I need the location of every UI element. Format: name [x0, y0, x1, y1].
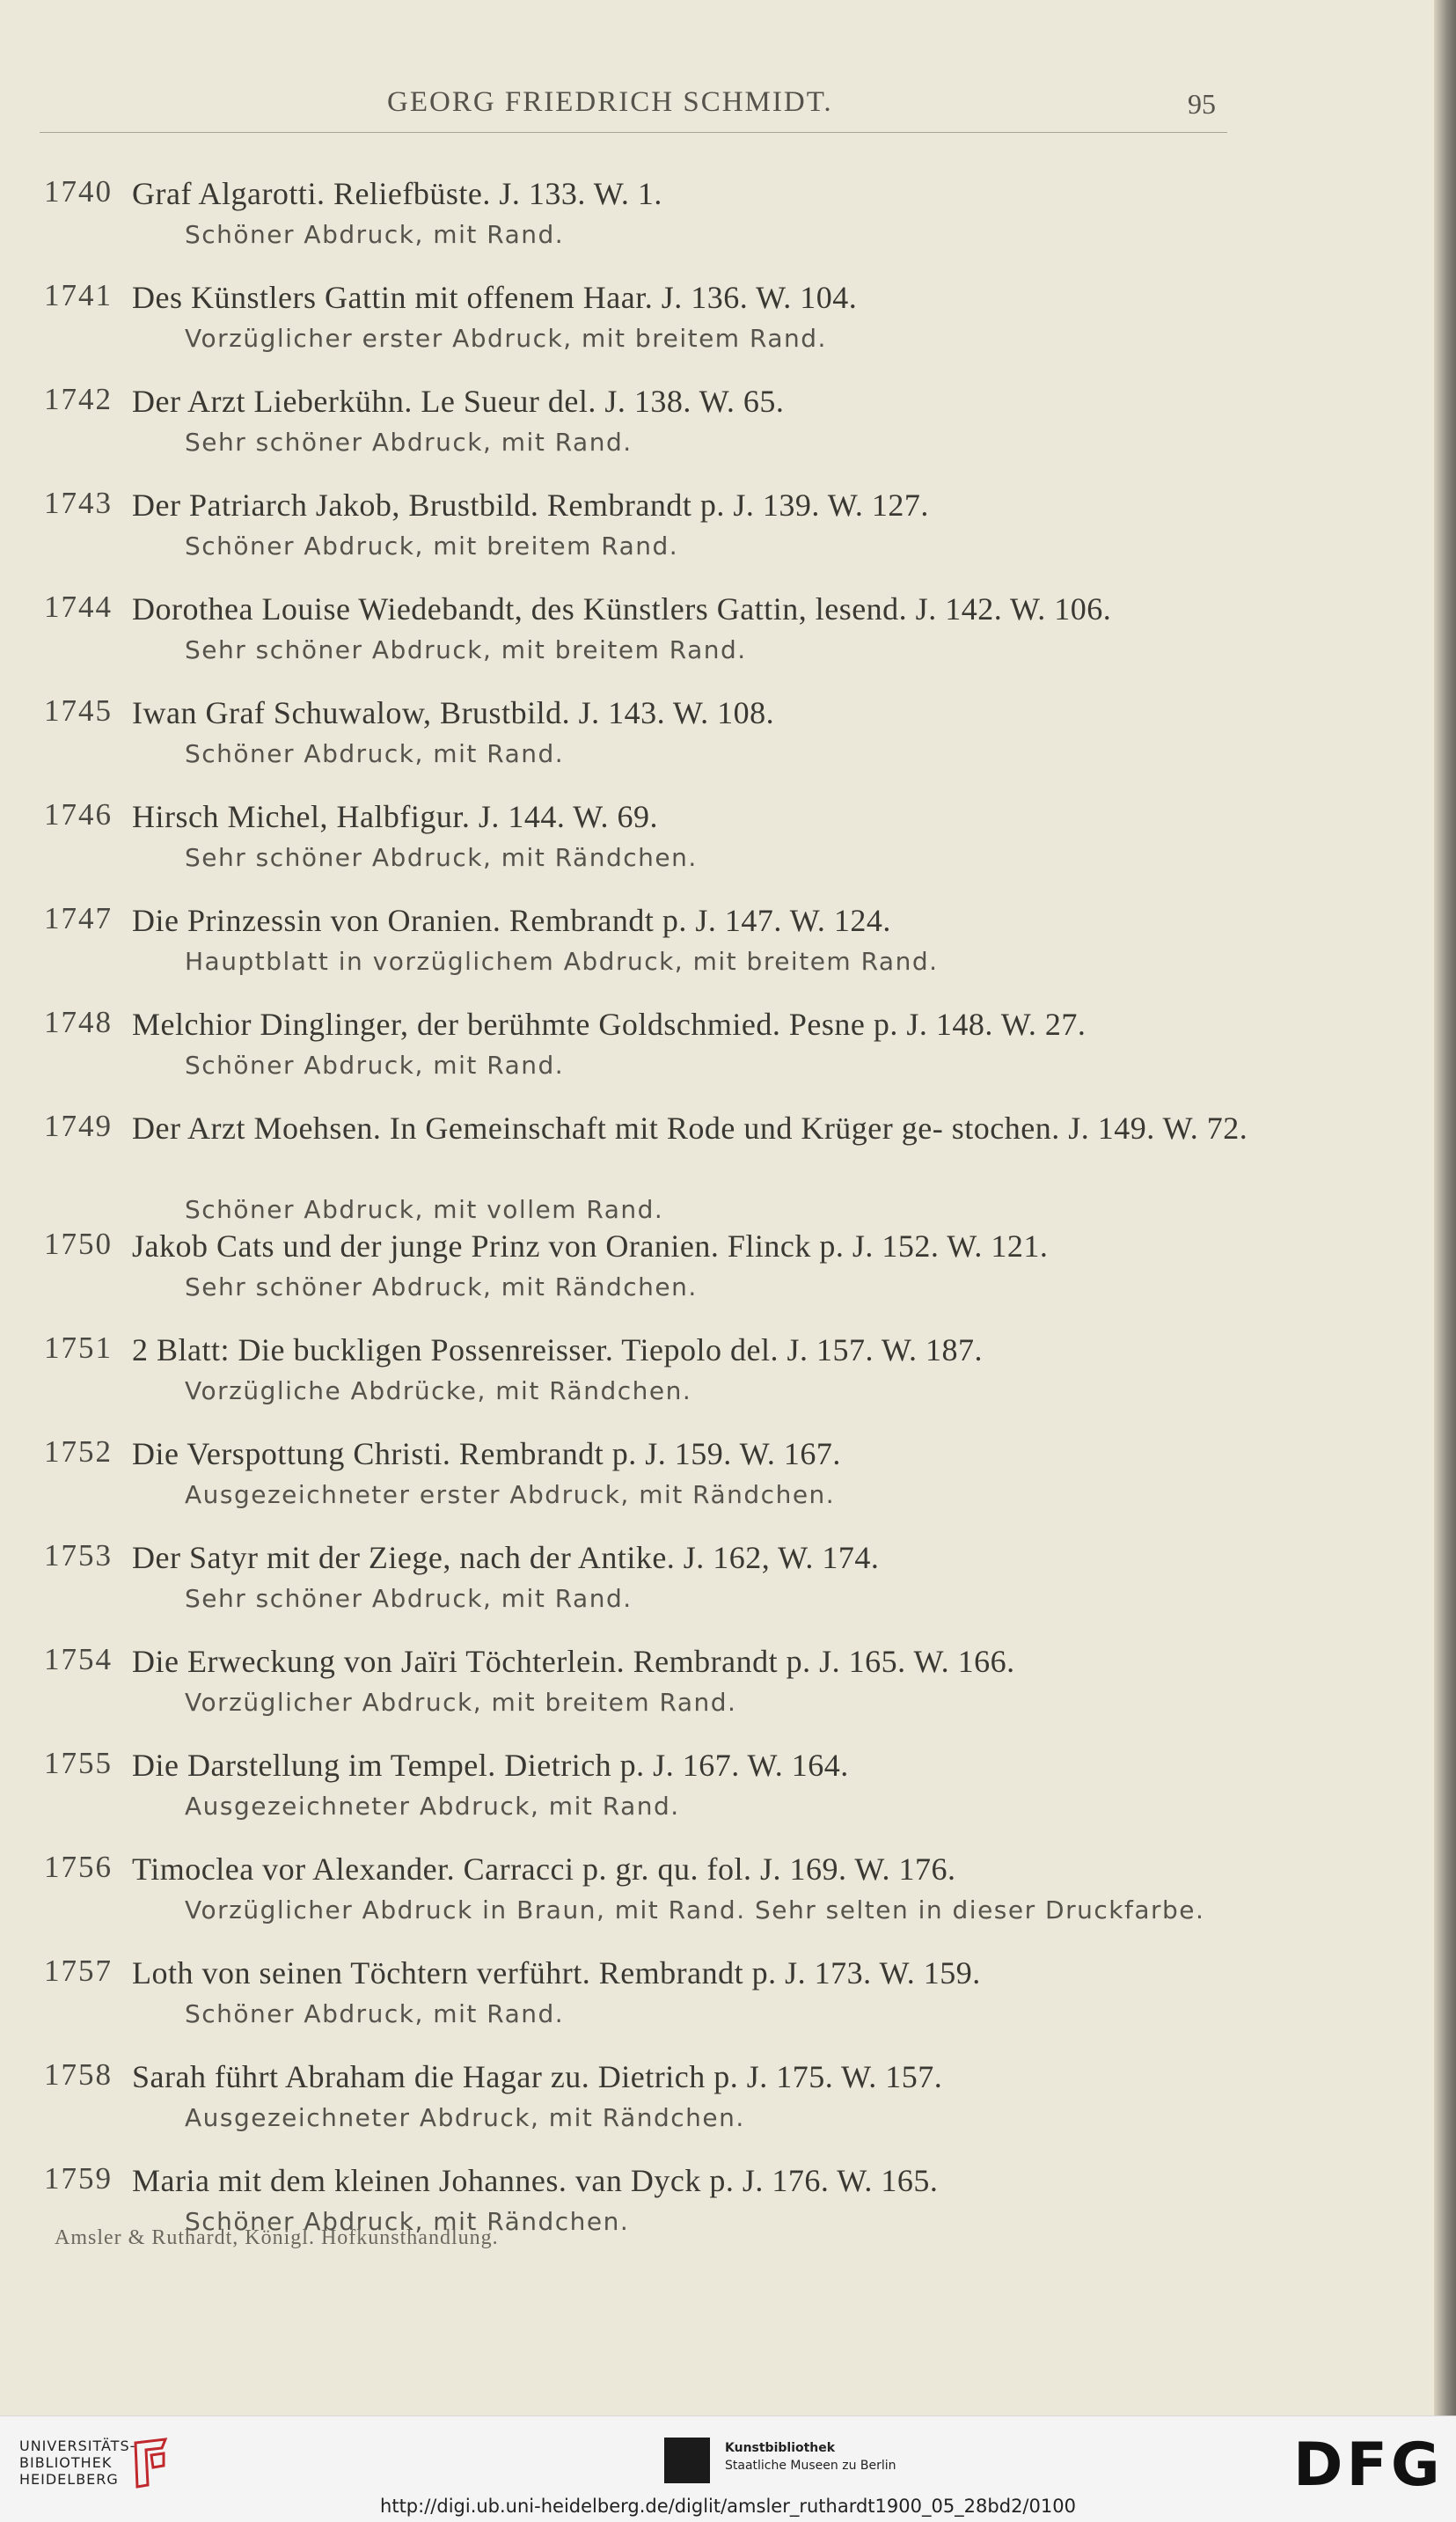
entry-number: 1757: [44, 1954, 113, 1988]
entry-title: Iwan Graf Schuwalow, Brustbild. J. 143. W. 108.: [132, 695, 775, 730]
entry-description: Schöner Abdruck, mit breitem Rand.: [185, 532, 679, 561]
entry-description: Sehr schöner Abdruck, mit breitem Rand.: [185, 635, 747, 664]
catalogue-entry: [44, 1005, 1232, 1109]
entry-title: 2 Blatt: Die buckligen Possenreisser. Tiepolo del. J. 157. W. 187.: [132, 1332, 983, 1367]
entry-title: Die Verspottung Christi. Rembrandt p. J. 159. W. 167.: [132, 1436, 841, 1471]
entry-description: Schöner Abdruck, mit Rand.: [185, 1051, 565, 1080]
entry-title: Der Arzt Moehsen. In Gemeinschaft mit Rode und Krüger ge- stochen. J. 149. W. 72.: [132, 1111, 1248, 1146]
entry-number: 1756: [44, 1850, 113, 1884]
catalogue-entry: [44, 1227, 1232, 1331]
entry-description: Schöner Abdruck, mit Rand.: [185, 220, 565, 249]
museum-logo-icon[interactable]: [664, 2438, 710, 2483]
catalogue-entry: [44, 901, 1232, 1005]
entry-description: Ausgezeichneter Abdruck, mit Rändchen.: [185, 2103, 745, 2132]
catalogue-entry: [44, 1538, 1232, 1642]
catalogue-entry: [44, 1850, 1232, 1954]
entry-description: Schöner Abdruck, mit Rändchen.: [185, 2207, 630, 2236]
entry-title: Der Arzt Lieberkühn. Le Sueur del. J. 138. W. 65.: [132, 384, 785, 419]
catalogue-entry: [44, 278, 1232, 382]
entry-number: 1748: [44, 1005, 113, 1039]
university-mark-icon: [130, 2436, 171, 2490]
catalogue-entries: [44, 174, 1248, 2265]
entry-title: Timoclea vor Alexander. Carracci p. gr. qu. fol. J. 169. W. 176.: [132, 1851, 956, 1887]
entry-number: 1741: [44, 278, 113, 312]
university-logo-line: HEIDELBERG: [19, 2471, 119, 2488]
catalogue-entry: [44, 1331, 1232, 1434]
catalogue-entry: [44, 2057, 1232, 2161]
entry-number: 1745: [44, 693, 113, 728]
entry-number: 1752: [44, 1434, 113, 1469]
entry-number: 1755: [44, 1746, 113, 1780]
publisher-imprint: Amsler & Ruthardt, Königl. Hofkunsthandlung.: [55, 2226, 499, 2249]
entry-number: 1749: [44, 1109, 113, 1143]
catalogue-entry: [44, 382, 1232, 486]
entry-title: Dorothea Louise Wiedebandt, des Künstlers Gattin, lesend. J. 142. W. 106.: [132, 591, 1112, 627]
entry-description: Ausgezeichneter erster Abdruck, mit Rändchen.: [185, 1480, 836, 1509]
catalogue-entry: [44, 486, 1232, 590]
entry-number: 1751: [44, 1331, 113, 1365]
entry-number: 1740: [44, 174, 113, 209]
page-number: 95: [1188, 88, 1216, 120]
catalogue-entry: [44, 174, 1232, 278]
entry-title: Die Darstellung im Tempel. Dietrich p. J. 167. W. 164.: [132, 1748, 849, 1783]
entry-number: 1742: [44, 382, 113, 416]
entry-title: Loth von seinen Töchtern verführt. Rembrandt p. J. 173. W. 159.: [132, 1955, 981, 1990]
museum-name: Kunstbibliothek: [725, 2441, 836, 2455]
entry-number: 1744: [44, 590, 113, 624]
entry-title: Der Patriarch Jakob, Brustbild. Rembrandt p. J. 139. W. 127.: [132, 488, 929, 523]
page-edge-shadow: [1434, 0, 1456, 2416]
entry-number: 1759: [44, 2161, 113, 2196]
university-logo-line: BIBLIOTHEK: [19, 2454, 113, 2471]
running-title: GEORG FRIEDRICH SCHMIDT.: [387, 86, 833, 118]
entry-title: Hirsch Michel, Halbfigur. J. 144. W. 69.: [132, 799, 658, 834]
entry-number: 1758: [44, 2057, 113, 2092]
entry-title: Der Satyr mit der Ziege, nach der Antike. J. 162, W. 174.: [132, 1540, 880, 1575]
entry-title: Des Künstlers Gattin mit offenem Haar. J. 136. W. 104.: [132, 280, 858, 315]
entry-description: Schöner Abdruck, mit Rand.: [185, 1999, 565, 2028]
entry-description: Sehr schöner Abdruck, mit Rändchen.: [185, 843, 698, 872]
catalogue-entry: [44, 1434, 1232, 1538]
entry-description: Ausgezeichneter Abdruck, mit Rand.: [185, 1792, 680, 1821]
entry-number: 1746: [44, 797, 113, 832]
entry-description: Schöner Abdruck, mit vollem Rand.: [185, 1195, 664, 1224]
entry-description: Sehr schöner Abdruck, mit Rand.: [185, 428, 633, 457]
entry-number: 1754: [44, 1642, 113, 1676]
catalogue-entry: [44, 1642, 1232, 1746]
entry-number: 1743: [44, 486, 113, 520]
entry-number: 1753: [44, 1538, 113, 1573]
university-logo-line: UNIVERSITÄTS-: [19, 2438, 136, 2454]
entry-description: Vorzügliche Abdrücke, mit Rändchen.: [185, 1376, 692, 1405]
entry-title: Melchior Dinglinger, der berühmte Goldschmied. Pesne p. J. 148. W. 27.: [132, 1007, 1087, 1042]
entry-title: Jakob Cats und der junge Prinz von Oranien. Flinck p. J. 152. W. 121.: [132, 1228, 1049, 1264]
entry-number: 1747: [44, 901, 113, 935]
museum-logo-text: [725, 2439, 896, 2474]
entry-description: Sehr schöner Abdruck, mit Rändchen.: [185, 1272, 698, 1301]
entry-number: 1750: [44, 1227, 113, 1261]
entry-description: Vorzüglicher erster Abdruck, mit breitem Rand.: [185, 324, 827, 353]
catalogue-entry: [44, 1954, 1232, 2057]
permalink-url[interactable]: http://digi.ub.uni-heidelberg.de/diglit/amsler_ruthardt1900_05_28bd2/0100: [380, 2496, 1076, 2517]
catalogue-entry: [44, 797, 1232, 901]
entry-description: Vorzüglicher Abdruck in Braun, mit Rand. Sehr selten in dieser Druckfarbe.: [185, 1895, 1205, 1924]
catalogue-entry: [44, 590, 1232, 693]
entry-title: Graf Algarotti. Reliefbüste. J. 133. W. 1.: [132, 176, 662, 211]
catalogue-entry: [44, 1746, 1232, 1850]
entry-description: Schöner Abdruck, mit Rand.: [185, 739, 565, 768]
entry-description: Sehr schöner Abdruck, mit Rand.: [185, 1584, 633, 1613]
dfg-logo[interactable]: DFG: [1293, 2430, 1444, 2500]
entry-description: Vorzüglicher Abdruck, mit breitem Rand.: [185, 1688, 737, 1717]
catalogue-entry: [44, 693, 1232, 797]
header-rule: [40, 132, 1227, 133]
entry-title: Die Prinzessin von Oranien. Rembrandt p. J. 147. W. 124.: [132, 903, 891, 938]
entry-title: Sarah führt Abraham die Hagar zu. Dietrich p. J. 175. W. 157.: [132, 2059, 943, 2094]
entry-title: Maria mit dem kleinen Johannes. van Dyck p. J. 176. W. 165.: [132, 2163, 939, 2198]
museum-subtitle: Staatliche Museen zu Berlin: [725, 2459, 896, 2473]
entry-title: Die Erweckung von Jaïri Töchterlein. Rembrandt p. J. 165. W. 166.: [132, 1644, 1015, 1679]
entry-description: Hauptblatt in vorzüglichem Abdruck, mit breitem Rand.: [185, 947, 939, 976]
catalogue-entry: [44, 1109, 1248, 1227]
